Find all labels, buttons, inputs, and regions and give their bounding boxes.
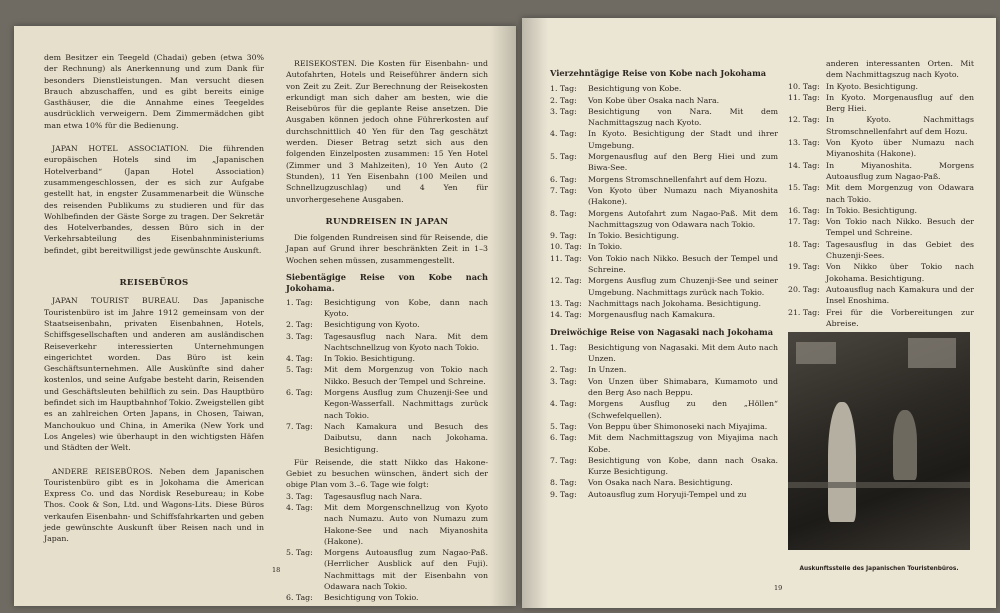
day-text: Besichtigung von Kobe, dann nach Kyoto.: [324, 297, 488, 318]
day-number: 2. Tag:: [286, 320, 313, 330]
itinerary-row: [550, 455, 778, 478]
day-number: 6. Tag:: [550, 433, 577, 443]
day-text: Besichtigung von Tokio.: [324, 593, 419, 603]
day-text: Mit dem Morgenzug von Tokio nach Nikko. Besuch der Tempel und Schreine.: [324, 365, 488, 386]
day-number: 4. Tag:: [286, 354, 313, 364]
day-text: Besichtigung von Kobe.: [588, 84, 682, 94]
day-text: In Tokio. Besichtigung.: [826, 205, 917, 215]
photo-figure: [893, 410, 917, 480]
day-text: Von Tokio nach Nikko. Besuch der Tempel und Schreine.: [588, 253, 778, 275]
itinerary-row: [788, 81, 974, 92]
heading-vierzehntaegige-reise: Vierzehntägige Reise von Kobe nach Jokohama: [550, 68, 767, 78]
day-text: Besichtigung von Nara. Mit dem Nachmittagszug nach Kyoto.: [588, 106, 778, 128]
right-column-2: [788, 58, 974, 329]
itinerary-14-days: [550, 83, 778, 320]
day-number: 3. Tag:: [286, 491, 313, 501]
day-number: 6. Tag:: [550, 174, 577, 184]
heading-siebentaegige-reise: Siebentägige Reise von Kobe nach Jokohama.: [286, 272, 488, 294]
day-text: In Miyanoshita. Morgens Autoausflug zum Nagao-Paß.: [826, 160, 974, 181]
tourist-bureau-photo: [788, 332, 970, 550]
day-text: Von Osaka nach Nara. Besichtigung.: [588, 478, 733, 488]
day-number: 12. Tag:: [550, 276, 582, 286]
right-page: [522, 18, 996, 608]
itinerary-row: [550, 398, 778, 421]
day-number: 8. Tag:: [550, 208, 577, 218]
itinerary-row: [550, 106, 778, 129]
itinerary-row: [550, 83, 778, 94]
day-text: Von Beppu über Shimonoseki nach Miyajima.: [588, 421, 768, 431]
day-text: In Kyoto. Besichtigung der Stadt und ihrer Umgebung.: [588, 129, 778, 150]
paragraph-intro: dem Besitzer ein Teegeld (Chadai) geben (etwa 30% der Rechnung) als Anerkennung und zum Dank für besonders Dienstleistungen. Man versucht diesen Brauch abzuschaffen, und es gibt bereits einige Gasthäuser, die die Annahme eines Teegeldes ausdrücklich verweigern. Dem Zimmermädchen gibt man etwa 10% für die Bedienung.: [44, 53, 264, 130]
day-text: Nach Kamakura und Besuch des Daibutsu, dann nach Jokohama. Besichtigung.: [324, 421, 488, 454]
day-number: 13. Tag:: [788, 138, 820, 148]
itinerary-row: [788, 216, 974, 239]
day-text: Tagesausflug in das Gebiet des Chuzenji-Sees.: [826, 239, 974, 261]
day-number: 3. Tag:: [286, 331, 313, 341]
day-number: 14. Tag:: [550, 310, 582, 320]
itinerary-row: [286, 387, 488, 421]
itinerary-row: [788, 261, 974, 284]
day-number: 10. Tag:: [788, 81, 820, 91]
day-number: 6. Tag:: [286, 593, 313, 603]
page-number-left: 18: [272, 566, 281, 574]
itinerary-row: [788, 137, 974, 160]
day-number: 12. Tag:: [788, 115, 820, 125]
day-text: In Tokio.: [588, 242, 623, 252]
day-text: In Tokio. Besichtigung.: [324, 354, 415, 364]
photo-figure: [828, 402, 856, 522]
day-text: Von Nikko über Tokio nach Jokohama. Besichtigung.: [826, 262, 974, 283]
day-text: Mit dem Morgenzug von Odawara nach Tokio.: [826, 183, 974, 204]
day-text: Besichtigung von Kobe, dann nach Osaka. Kurze Besichtigung.: [588, 455, 778, 477]
itinerary-row: [286, 491, 488, 502]
heading-dreiwoechige-reise: Dreiwöchige Reise von Nagasaki nach Jokohama: [550, 326, 773, 337]
day-number: 2. Tag:: [550, 365, 577, 375]
day-text: Morgens Ausflug zum Chuzenji-See und Kegon-Wasserfall. Nachmittags zurück nach Tokio.: [324, 388, 488, 420]
day-number: 9. Tag:: [550, 489, 577, 499]
day-number: 8. Tag:: [550, 478, 577, 488]
day-number: 16. Tag:: [788, 205, 820, 215]
day-text: Von Tokio nach Nikko. Besuch der Tempel und Schreine.: [826, 217, 974, 238]
day-number: 6. Tag:: [286, 388, 313, 398]
right-column-1: [550, 68, 778, 500]
day-number: 4. Tag:: [286, 502, 313, 512]
itinerary-row: [550, 432, 778, 455]
gutter-shadow: [522, 18, 548, 608]
day-number: 5. Tag:: [286, 365, 313, 375]
day-text: Morgens Stromschnellenfahrt auf dem Hozu.: [588, 174, 767, 184]
itinerary-21-days: [550, 342, 778, 500]
day-text: Besichtigung von Kyoto.: [324, 320, 420, 330]
itinerary-row: [550, 376, 778, 399]
day-number: 5. Tag:: [550, 152, 577, 162]
left-page: [14, 26, 516, 606]
itinerary-row: [550, 477, 778, 488]
day-number: 2. Tag:: [550, 95, 577, 105]
itinerary-row: [286, 421, 488, 455]
itinerary-row: [286, 319, 488, 330]
paragraph-continuation: anderen interessanten Orten. Mit dem Nachmittagszug nach Kyoto.: [826, 59, 974, 80]
day-number: 3. Tag:: [550, 376, 577, 386]
day-number: 5. Tag:: [550, 421, 577, 431]
left-column-1: [44, 52, 264, 545]
day-number: 18. Tag:: [788, 239, 820, 249]
day-text: Morgens Ausflug zum Chuzenji-See und seiner Umgebung. Nachmittags zurück nach Tokio.: [588, 276, 778, 297]
day-text: Morgens Ausflug zu den „Höllen“ (Schwefelquellen).: [588, 399, 778, 420]
day-number: 13. Tag:: [550, 298, 582, 308]
itinerary-row: [286, 592, 488, 603]
itinerary-row: [550, 174, 778, 185]
itinerary-row: [788, 239, 974, 262]
itinerary-row: [286, 297, 488, 320]
photo-counter: [788, 482, 970, 488]
day-number: 3. Tag:: [550, 106, 577, 116]
day-text: Von Kyoto über Numazu nach Miyanoshita (Hakone).: [588, 185, 778, 207]
day-number: 9. Tag:: [550, 231, 577, 241]
day-number: 1. Tag:: [550, 84, 577, 94]
itinerary-hakone-variant: [286, 491, 488, 604]
itinerary-row: [550, 253, 778, 276]
itinerary-row: [788, 205, 974, 216]
itinerary-row: [286, 502, 488, 547]
day-number: 7. Tag:: [550, 185, 577, 195]
itinerary-row: [550, 421, 778, 432]
gutter-shadow: [490, 26, 516, 606]
itinerary-row: [788, 307, 974, 330]
itinerary-7-days: [286, 297, 488, 455]
day-text: Von Unzen über Shimabara, Kumamoto und den Berg Aso nach Beppu.: [588, 376, 778, 398]
itinerary-row: [550, 489, 778, 500]
day-number: 15. Tag:: [788, 183, 820, 193]
day-text: Autoausflug zum Horyuji-Tempel und zu: [588, 489, 747, 499]
itinerary-row: [550, 230, 778, 241]
day-text: Autoausflug nach Kamakura und der Insel Enoshima.: [826, 284, 974, 306]
day-text: In Unzen.: [588, 365, 627, 375]
itinerary-row: [550, 208, 778, 231]
day-number: 20. Tag:: [788, 284, 820, 294]
day-number: 1. Tag:: [286, 297, 313, 307]
day-number: 19. Tag:: [788, 262, 820, 272]
itinerary-row: [788, 160, 974, 183]
day-text: In Kyoto. Besichtigung.: [826, 81, 919, 91]
paragraph-andere-reisebueros: ANDERE REISEBÜROS. Neben dem Japanischen Touristenbüro gibt es in Jokohama die American Express Co. und das Nordisk Resebureau; in Kobe Thos. Cook & Son, Ltd. und Wagons-Lits. Diese Büros verkaufen Eisenbahn- und Schiffsfahrkarten und geben jede gewünschte Auskunft über Reisen nach und in Japan.: [44, 466, 264, 544]
day-text: In Kyoto. Nachmittags Stromschnellenfahrt auf dem Hozu.: [826, 115, 974, 136]
day-number: 21. Tag:: [788, 307, 820, 317]
itinerary-row: [550, 309, 778, 320]
day-number: 11. Tag:: [550, 253, 582, 263]
itinerary-row: [550, 185, 778, 208]
day-text: Mit dem Morgenschnellzug von Kyoto nach Numazu. Auto von Numazu zum Hakone-See und nach Miyanoshita (Hakone).: [324, 502, 488, 546]
itinerary-row: [550, 95, 778, 106]
paragraph-japan-tourist-bureau: JAPAN TOURIST BUREAU. Das Japanische Touristenbüro ist im Jahre 1912 gemeinsam von der Staatseisenbahn, privaten Eisenbahnen, Hotels, Schiffsgesellschaften und anderen am ausländischen Reiseverkehr interessierten Unternehmungen eingerichtet worden. Das Büro ist kein Geschäftsunternehmen. Alle Auskünfte sind daher kostenlos, und seine Aufgabe besteht darin, Reisenden und Geschäftsleuten behilflich zu sein. Das Hauptbüro befindet sich im Hauptbahnhof Tokio. Zweigstellen gibt es an zahlreichen Orten Japans, in Chosen, Taiwan, Manchoukuo und China, in Amerika (New York und Los Angeles) wie überhaupt in den wichtigsten Häfen und Städten der Welt.: [44, 296, 264, 453]
day-number: 4. Tag:: [550, 129, 577, 139]
day-text: Morgens Autofahrt zum Nagao-Paß. Mit dem Nachmittagszug von Odawara nach Tokio.: [588, 208, 778, 229]
itinerary-row: [788, 92, 974, 115]
day-text: Tagesausflug nach Nara.: [324, 491, 423, 501]
itinerary-row: [788, 182, 974, 205]
day-text: In Kyoto. Morgenausflug auf den Berg Hiei.: [826, 92, 974, 114]
day-number: 14. Tag:: [788, 160, 820, 170]
page-number-right: 19: [774, 584, 783, 592]
day-text: In Tokio. Besichtigung.: [588, 231, 679, 241]
itinerary-row: [550, 241, 778, 252]
day-text: Morgenausflug auf den Berg Hiei und zum Biwa-See.: [588, 152, 778, 173]
day-text: Morgens Autoausflug zum Nagao-Paß. (Herrlicher Ausblick auf den Fuji). Nachmittags mit der Eisenbahn von Odawara nach Tokio.: [324, 548, 488, 592]
photo-window: [908, 338, 956, 368]
day-number: 7. Tag:: [286, 421, 313, 431]
photo-caption: Auskunftsstelle des Japanischen Touristenbüros.: [799, 566, 959, 572]
itinerary-row: [550, 364, 778, 375]
itinerary-row: [286, 353, 488, 364]
day-number: 5. Tag:: [286, 548, 313, 558]
day-number: 7. Tag:: [550, 455, 577, 465]
heading-rundreisen: RUNDREISEN IN JAPAN: [325, 216, 449, 227]
itinerary-row: [550, 128, 778, 151]
day-text: Von Kyoto über Numazu nach Miyanoshita (Hakone).: [826, 138, 974, 159]
itinerary-row: [550, 298, 778, 309]
itinerary-row: [286, 364, 488, 387]
day-number: 17. Tag:: [788, 217, 820, 227]
itinerary-row: [788, 284, 974, 307]
day-number: 11. Tag:: [788, 92, 820, 102]
itinerary-row: [788, 114, 974, 137]
day-text: Von Kobe über Osaka nach Nara.: [588, 95, 720, 105]
day-text: Tagesausflug nach Nara. Mit dem Nachtschnellzug von Kyoto nach Tokio.: [324, 331, 488, 352]
paragraph-hotel-association: JAPAN HOTEL ASSOCIATION. Die führenden europäischen Hotels sind im „Japanischen Hotelverband“ (Japan Hotel Association) zusammengeschlossen, der es sich zur Aufgabe gestellt hat, in engster Zusammenarbeit die Wünsche des reisenden Publikums zu studieren und für das Wohlbefinden der Gäste Sorge zu tragen. Der Sekretär des Hotelverbandes, dessen Büro sich in der Verkehrsabteilung des Eisenbahnministeriums befindet, gibt bereitwilligst jede gewünschte Auskunft.: [44, 144, 264, 255]
itinerary-row: [286, 331, 488, 354]
day-text: Mit dem Nachmittagszug von Miyajima nach Kobe.: [588, 433, 778, 454]
day-number: 1. Tag:: [550, 342, 577, 352]
itinerary-row: [286, 547, 488, 592]
paragraph-reisekosten: REISEKOSTEN. Die Kosten für Eisenbahn- und Autofahrten, Hotels und Reiseführer ändern sich von Zeit zu Zeit. Zur Berechnung der Reisekosten erkundigt man sich daher am besten, wie die Reisebüros für die geplante Reise ansetzen. Die Ausgaben können jedoch ohne Führerkosten auf durchschnittlich 40 Yen für den Tag geschätzt werden. Dieser Betrag setzt sich aus den folgenden Einzelposten zusammen: 15 Yen Hotel (Zimmer und 3 Mahlzeiten), 10 Yen Auto (2 Stunden), 11 Yen Eisenbahn (100 Meilen und Schnellzugzuschlag) und 4 Yen für unvorhergesehene Ausgaben.: [286, 59, 488, 204]
paragraph-rundreisen: Die folgenden Rundreisen sind für Reisende, die Japan auf Grund ihrer beschränkten Zeit in 1–3 Wochen sehen müssen, zusammengestellt.: [286, 233, 488, 265]
paragraph-hakone-variant: Für Reisende, die statt Nikko das Hakone-Gebiet zu besuchen wünschen, ändert sich der obige Plan vom 3.–6. Tage wie folgt:: [286, 457, 488, 490]
day-text: Nachmittags nach Jokohama. Besichtigung.: [588, 298, 761, 308]
day-text: Frei für die Vorbereitungen zur Abreise.: [826, 307, 974, 328]
itinerary-row: [550, 275, 778, 298]
day-text: Besichtigung von Nagasaki. Mit dem Auto nach Unzen.: [588, 342, 778, 364]
left-column-2: [286, 58, 488, 604]
day-number: 4. Tag:: [550, 399, 577, 409]
day-number: 10. Tag:: [550, 242, 582, 252]
photo-window: [796, 342, 836, 364]
itinerary-21-days-continued: [788, 81, 974, 330]
itinerary-row: [550, 342, 778, 365]
day-text: Morgenausflug nach Kamakura.: [588, 310, 716, 320]
itinerary-row: [550, 151, 778, 174]
heading-reisebueros: REISEBÜROS: [119, 278, 189, 289]
